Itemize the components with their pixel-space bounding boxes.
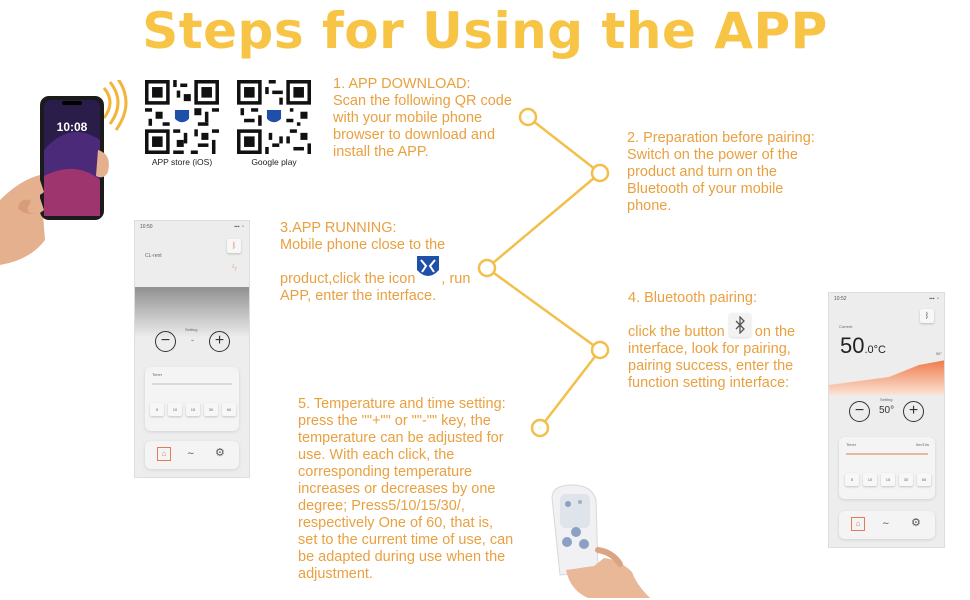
status-time: 10:52: [834, 296, 847, 302]
bottom-nav: [145, 441, 239, 469]
step-1-app-download: [333, 76, 512, 161]
app-screen-initial: [134, 220, 250, 478]
connector-dot-5: [532, 420, 548, 436]
step-4-line-with-icon: click the button on the: [628, 324, 795, 341]
step-2-line: product and turn on the: [627, 164, 777, 180]
timer-bar: [846, 453, 928, 455]
step-5-line: temperature can be adjusted for: [298, 430, 504, 446]
step-5-line: corresponding temperature: [298, 464, 473, 480]
gear-icon[interactable]: ⚙: [911, 517, 921, 529]
step-5-line: 5. Temperature and time setting:: [298, 396, 506, 412]
home-icon[interactable]: ⌂: [157, 447, 171, 461]
qr-label-android: Google play: [251, 157, 297, 167]
status-icons: ▪▪▪ ◔: [234, 224, 244, 230]
app-logo-icon: [415, 254, 441, 287]
step-1-line: Scan the following QR code: [333, 93, 512, 109]
bluetooth-icon: [729, 313, 751, 337]
timer-value: 0m/10s: [915, 442, 929, 447]
bottom-nav: [839, 511, 935, 539]
timer-chip[interactable]: 30: [899, 473, 913, 486]
timer-chip[interactable]: 30: [204, 403, 218, 416]
phone-lock-time: 10:08: [56, 120, 88, 134]
timer-chip[interactable]: 5: [150, 403, 164, 416]
step-4-line: function setting interface:: [628, 375, 790, 391]
current-temp: 50.0°C: [840, 333, 887, 358]
step-3-line-with-icon: product,click the icon , run: [280, 271, 470, 288]
step-2-line: Switch on the power of the: [627, 147, 798, 163]
gear-icon[interactable]: ⚙: [215, 447, 225, 459]
chart-icon[interactable]: ∼: [187, 448, 195, 458]
setting-label: Setting: [185, 327, 198, 332]
setting-label: Setting: [880, 397, 893, 402]
device-name: CL-rent: [145, 253, 162, 259]
step-1-line: browser to download and: [333, 127, 496, 143]
step-4-line: 4. Bluetooth pairing:: [628, 290, 757, 306]
qr-label-ios: APP store (iOS): [151, 157, 213, 167]
step-4-line: pairing success, enter the: [628, 358, 794, 374]
step-2-line: phone.: [627, 198, 672, 214]
temp-placeholder: -: [191, 335, 194, 345]
page-title: Steps for Using the APP: [142, 2, 828, 60]
plus-button[interactable]: +: [209, 331, 230, 352]
connector-dot-3: [479, 260, 495, 276]
status-icons: ▪▪▪ ◔: [929, 296, 939, 302]
timer-bar: [152, 383, 232, 385]
timer-chip[interactable]: 10: [168, 403, 182, 416]
step-5-line: press the ""+"" or ""-"" key, the: [298, 413, 491, 429]
step-5-line: use. With each click, the: [298, 447, 455, 463]
step-3-line: 3.APP RUNNING:: [280, 220, 397, 236]
minus-button[interactable]: −: [155, 331, 176, 352]
step-5-line: increases or decreases by one: [298, 481, 496, 497]
chart-icon[interactable]: ∼: [882, 518, 890, 528]
step-2-line: 2. Preparation before pairing:: [627, 130, 815, 146]
connector-dot-4: [592, 342, 608, 358]
timer-label: Timer: [846, 442, 857, 447]
bluetooth-button[interactable]: ᛒ: [227, 239, 241, 253]
step-1-line: install the APP.: [333, 144, 429, 160]
step-2-preparation: [627, 130, 815, 215]
current-label: Current: [839, 324, 853, 329]
hand-holding-device-illustration: [540, 480, 660, 600]
step-5-line: set to the current time of use, can: [298, 532, 514, 548]
step-4-line: interface, look for pairing,: [628, 341, 791, 357]
step-5-temperature-time: [298, 396, 513, 583]
connector-dot-2: [592, 165, 608, 181]
timer-chip[interactable]: 60: [917, 473, 931, 486]
timer-chip[interactable]: 60: [222, 403, 236, 416]
step-3-line: APP, enter the interface.: [280, 288, 437, 304]
step-1-line: with your mobile phone: [333, 110, 483, 126]
timer-chip[interactable]: 10: [863, 473, 877, 486]
step-5-line: respectively One of 60, that is,: [298, 515, 494, 531]
plus-button[interactable]: +: [903, 401, 924, 422]
step-2-line: Bluetooth of your mobile: [627, 181, 784, 197]
status-time: 10:50: [140, 224, 153, 230]
step-1-line: 1. APP DOWNLOAD:: [333, 76, 471, 92]
bluetooth-button[interactable]: ᛒ: [920, 309, 934, 323]
step-5-line: degree; Press5/10/15/30/,: [298, 498, 465, 514]
connector-dot-1: [520, 109, 536, 125]
set-temp: 50°: [879, 405, 895, 416]
minus-button[interactable]: −: [849, 401, 870, 422]
app-screen-paired: [828, 292, 945, 548]
step-5-line: be adapted during use when the: [298, 549, 506, 565]
qr-code-ios: [145, 80, 219, 154]
step-5-line: adjustment.: [298, 566, 373, 582]
step-3-line: Mobile phone close to the: [280, 237, 446, 253]
timer-card: [839, 437, 935, 499]
timer-chip[interactable]: 15: [881, 473, 895, 486]
timer-card: [145, 367, 239, 431]
hand-holding-phone-illustration: [0, 80, 130, 270]
timer-chip[interactable]: 15: [186, 403, 200, 416]
timer-label: Timer: [152, 372, 163, 377]
step-4-bluetooth-pairing: [628, 290, 795, 392]
qr-code-android: [237, 80, 311, 154]
home-icon[interactable]: ⌂: [851, 517, 865, 531]
timer-chip[interactable]: 5: [845, 473, 859, 486]
power-icon: ϟ: [231, 263, 237, 274]
scale-mark: 50°: [935, 351, 942, 356]
step-3-app-running: [280, 220, 470, 305]
heat-area: [829, 355, 945, 395]
